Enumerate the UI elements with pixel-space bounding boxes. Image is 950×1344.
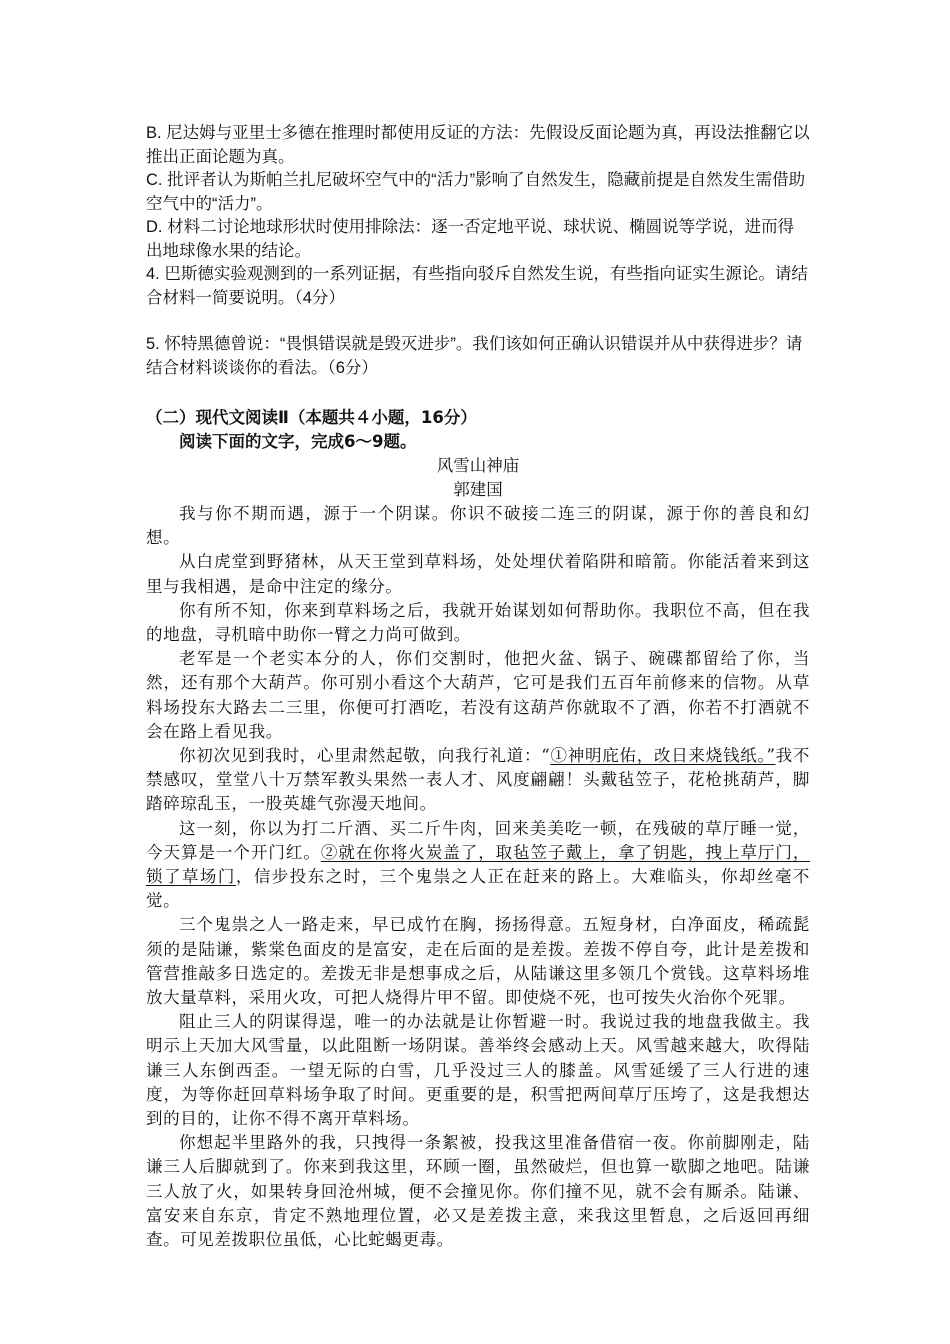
option-d: D. 材料二讨论地球形状时使用排除法：逐一否定地平说、球状说、椭圆说等学说，进而得出地球像水果的结论。	[146, 218, 795, 260]
option-c: C. 批评者认为斯帕兰扎尼破坏空气中的“活力”影响了自然发生，隐藏前提是自然发生需借助空气中的“活力”。	[146, 171, 806, 213]
underlined-sentence-1: ①神明庇佑，改日来烧钱纸。”	[550, 746, 776, 766]
question-5: 5. 怀特黑德曾说：“畏惧错误就是毁灭进步”。我们该如何正确认识错误并从中获得进步？请结合材料谈谈你的看法。（6分）	[146, 335, 803, 377]
option-b: B. 尼达姆与亚里士多德在推理时都使用反证的方法：先假设反面论题为真，再设法推翻它以推出正面论题为真。	[146, 124, 810, 166]
story-paragraph: 你想起半里路外的我，只拽得一条絮被，投我这里准备借宿一夜。你前脚刚走，陆谦三人后脚就到了。你来到我这里，环顾一圈，虽然破烂，但也算一歇脚之地吧。陆谦三人放了火，如果转身回沧州城，便不会撞见你。你们撞不见，就不会有厮杀。陆谦、富安来自东京，肯定不熟地理位置，必又是差拨主意，来我这里暂息，之后返回再细查。可见差拨职位虽低，心比蛇蝎更毒。	[146, 1133, 810, 1250]
text-segment: 你初次见到我时，心里肃然起敬，向我行礼道：“	[179, 746, 551, 766]
underlined-sentence-2: ②就在你将火炭盖了，取毡笠子戴上，拿了钥匙，拽上草厅门，锁了草场门	[146, 842, 810, 887]
section-instruction: 阅读下面的文字，完成6～9题。	[179, 432, 417, 451]
story-author: 郭建国	[453, 480, 503, 499]
story-paragraph: 你有所不知，你来到草料场之后，我就开始谋划如何帮助你。我职位不高，但在我的地盘，寻机暗中助你一臂之力尚可做到。	[146, 600, 810, 645]
answer-space	[146, 310, 810, 333]
document-page	[146, 122, 810, 1252]
answer-space	[146, 380, 810, 406]
story-paragraph: 阻止三人的阴谋得逞，唯一的办法就是让你暂避一时。我说过我的地盘我做主。我明示上天加大风雪量，以此阻断一场阴谋。善举终会感动上天。风雪越来越大，吹得陆谦三人东倒西歪。一望无际的白雪，几乎没过三人的膝盖。风雪延缓了三人行进的速度，为等你赶回草料场争取了时间。更重要的是，积雪把两间草厅压垮了，这是我想达到的目的，让你不得不离开草料场。	[146, 1012, 810, 1129]
question-4: 4. 巴斯德实验观测到的一系列证据，有些指向驳斥自然发生说，有些指向证实生源论。请结合材料一简要说明。（4分）	[146, 265, 808, 307]
text-segment: 我不禁感叹，堂堂八十万禁军教头果然一表人才、风度翩翩！头戴毡笠子，花枪挑葫芦，脚踏碎琼乱玉，一股英雄气弥漫天地间。	[146, 746, 811, 814]
story-paragraph	[146, 744, 810, 817]
story-paragraph: 三个鬼祟之人一路走来，早已成竹在胸，扬扬得意。五短身材，白净面皮，稀疏髭须的是陆谦，紫棠色面皮的是富安，走在后面的是差拨。差拨不停自夸，此计是差拨和管营推敲多日选定的。差拨无非是想事成之后，从陆谦这里多领几个赏钱。这草料场堆放大量草料，采用火攻，可把人烧得片甲不留。即使烧不死，也可按失火治你个死罪。	[146, 915, 810, 1008]
story-paragraph: 我与你不期而遇，源于一个阴谋。你识不破接二连三的阴谋，源于你的善良和幻想。	[146, 504, 810, 548]
story-paragraph	[146, 817, 810, 914]
story-paragraph: 老军是一个老实本分的人，你们交割时，他把火盆、锅子、碗碟都留给了你，当然，还有那个大葫芦。你可别小看这个大葫芦，它可是我们五百年前修来的信物。从草料场投东大路去二三里，你便可打酒吃，若没有这葫芦你就取不了酒，你若不打酒就不会在路上看见我。	[146, 649, 810, 741]
text-segment: ，信步投东之时，三个鬼祟之人正在赶来的路上。大难临头，你却丝毫不觉。	[146, 867, 811, 911]
story-title: 风雪山神庙	[436, 456, 520, 475]
section-heading: （二）现代文阅读Ⅱ（本题共４小题，16分）	[146, 408, 477, 427]
story-paragraph: 从白虎堂到野猪林，从天王堂到草料场，处处埋伏着陷阱和暗箭。你能活着来到这里与我相遇，是命中注定的缘分。	[146, 552, 810, 596]
text-segment: 这一刻，你以为打二斤酒、买二斤牛肉，回来美美吃一顿，在残破的草厅睡一觉，今天算是一个开门红。	[146, 818, 810, 862]
